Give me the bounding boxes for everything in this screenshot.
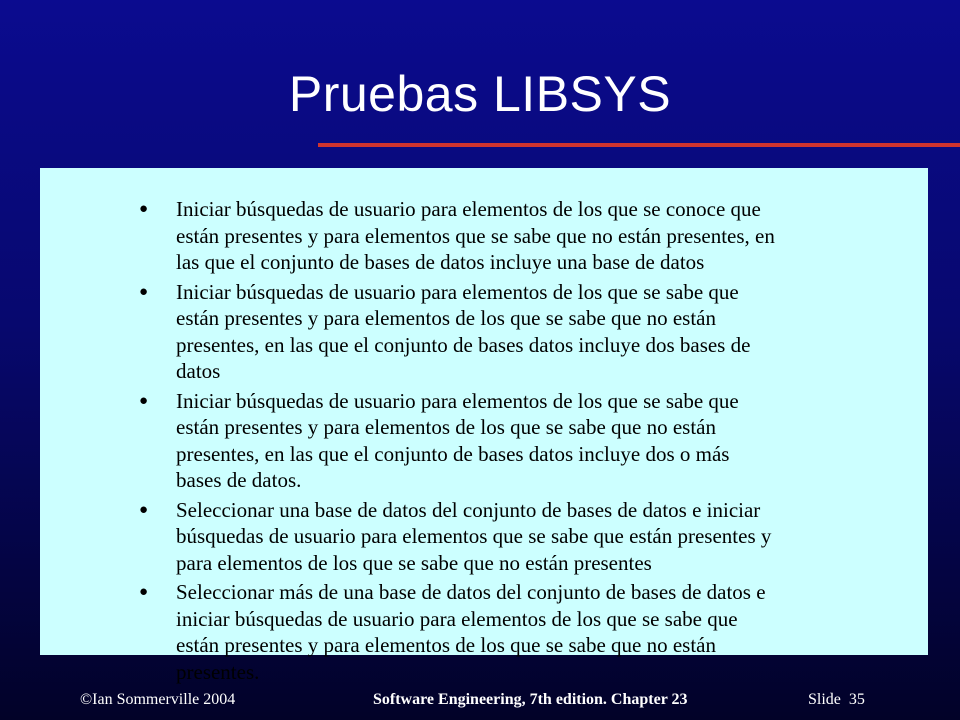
bullet-text: Iniciar búsquedas de usuario para elementos de los que se sabe que están presentes y para elementos de los que se sabe que no están presentes, en las que el conjunto de bases datos incluye dos o más bases de datos.: [176, 388, 739, 492]
content-area: [40, 168, 928, 720]
slide-label: Slide: [808, 691, 841, 708]
bullet-dot-icon: ●: [139, 201, 149, 217]
bullet-text: Seleccionar una base de datos del conjunto de bases de datos e iniciar búsquedas de usuario para elementos que se sabe que están presentes y para elementos de los que se sabe que no están presentes: [176, 497, 772, 575]
bullet-item: [136, 388, 776, 494]
bullet-item: [136, 279, 776, 385]
bullet-dot-icon: ●: [139, 501, 149, 518]
bullet-text: Iniciar búsquedas de usuario para elementos de los que se sabe que están presentes y para elementos de los que se sabe que no están presentes, en las que el conjunto de bases datos incluye dos bases de datos: [176, 279, 751, 383]
bullet-list: [136, 196, 776, 688]
bullet-item: [136, 196, 776, 276]
footer-book-title: Software Engineering, 7th edition. Chapter 23: [373, 691, 688, 708]
footer-copyright: ©Ian Sommerville 2004: [80, 691, 236, 708]
bullet-dot-icon: ●: [139, 392, 149, 409]
bullet-item: [136, 497, 776, 577]
title-underline: [318, 143, 960, 147]
bullet-dot-icon: ●: [139, 283, 149, 300]
bullet-dot-icon: ●: [139, 584, 149, 600]
footer-slide-number: [808, 690, 865, 710]
bullet-item: [136, 579, 776, 685]
slide-number: 35: [848, 691, 865, 708]
bullet-text: Iniciar búsquedas de usuario para elementos de los que se conoce que están presentes y para elementos que se sabe que no están presentes, en las que el conjunto de bases de datos incluye una base de datos: [176, 197, 775, 274]
slide-title: Pruebas LIBSYS: [288, 66, 672, 122]
bullet-text: Seleccionar más de una base de datos del conjunto de bases de datos e iniciar búsquedas de usuario para elementos de los que se sabe que están presentes y para elementos de los que se sabe que no están presentes.: [176, 580, 766, 684]
